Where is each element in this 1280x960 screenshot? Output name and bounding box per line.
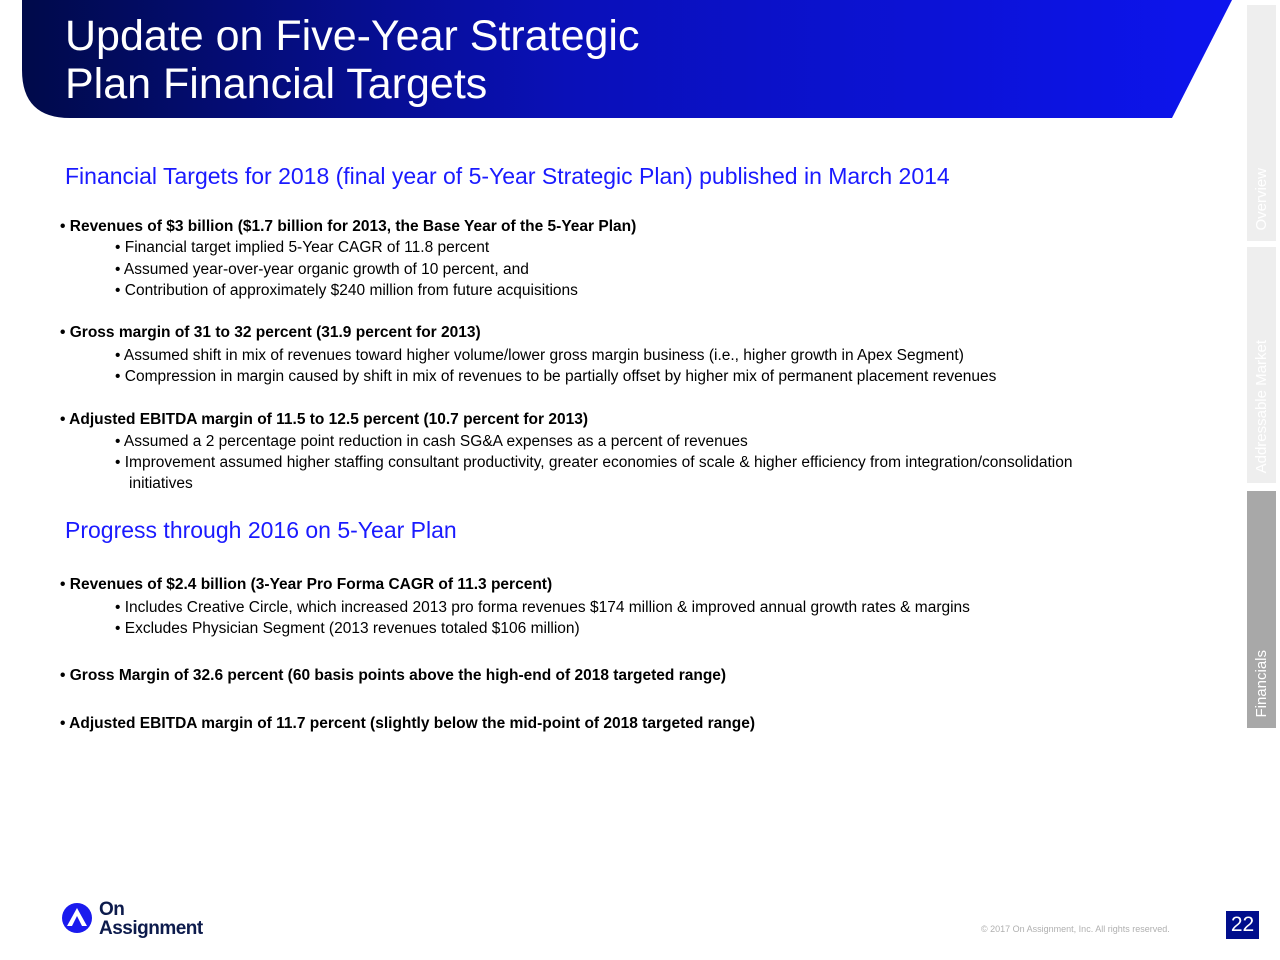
tab-addressable-market-label: Addressable Market <box>1253 339 1270 473</box>
logo-mark-icon <box>61 902 93 934</box>
bullet-text: Revenues of $3 billion ($1.7 billion for 2013, the Base Year of the 5-Year Plan) <box>69 218 637 235</box>
bullet-item <box>60 665 726 686</box>
bullet-marker: • <box>60 715 66 732</box>
page-title-line1: Update on Five-Year Strategic <box>65 12 640 60</box>
bullet-marker: • <box>115 261 121 278</box>
bullet-text: Adjusted EBITDA margin of 11.5 to 12.5 percent (10.7 percent for 2013) <box>69 411 588 428</box>
sub-bullet-text: Excludes Physician Segment (2013 revenues totaled $106 million) <box>124 620 580 637</box>
bullet-marker: • <box>60 576 66 593</box>
tab-financials-label: Financials <box>1253 650 1270 718</box>
sub-bullet-item <box>115 431 748 452</box>
sub-bullet-item <box>115 366 996 387</box>
bullet-item <box>60 409 588 430</box>
tab-financials[interactable] <box>1247 491 1276 728</box>
page-title <box>65 12 639 108</box>
sub-bullet-item <box>115 452 1072 473</box>
sub-bullet-text: Contribution of approximately $240 million from future acquisitions <box>124 282 578 299</box>
bullet-marker: • <box>115 620 121 637</box>
bullet-marker: • <box>115 347 121 364</box>
bullet-marker: • <box>60 218 66 235</box>
bullet-marker: • <box>115 454 121 471</box>
sub-bullet-item <box>115 597 970 618</box>
bullet-marker: • <box>60 411 66 428</box>
bullet-marker: • <box>115 599 121 616</box>
sub-bullet-text: Assumed year-over-year organic growth of 10 percent, and <box>123 261 529 278</box>
bullet-item <box>60 322 481 343</box>
logo-word-assignment: Assignment <box>99 918 203 939</box>
bullet-text: Revenues of $2.4 billion (3-Year Pro Forma CAGR of 11.3 percent) <box>69 576 553 593</box>
sub-bullet-text: Assumed a 2 percentage point reduction in cash SG&A expenses as a percent of revenues <box>123 433 748 450</box>
bullet-marker: • <box>115 282 121 299</box>
bullet-item <box>60 713 755 734</box>
sub-bullet-item <box>115 345 964 366</box>
bullet-marker: • <box>60 324 66 341</box>
sub-bullet-item <box>115 618 580 639</box>
section-heading-targets: Financial Targets for 2018 (final year of 5-Year Strategic Plan) published in March 2014 <box>65 163 950 189</box>
side-tabs <box>1247 5 1276 728</box>
sub-bullet-text: Assumed shift in mix of revenues toward higher volume/lower gross margin business (i.e., higher growth in Apex Segment) <box>123 347 964 364</box>
copyright-notice: © 2017 On Assignment, Inc. All rights reserved. <box>981 924 1170 934</box>
sub-bullet-text: Financial target implied 5-Year CAGR of 11.8 percent <box>124 239 490 256</box>
sub-bullet-continuation: initiatives <box>129 475 193 492</box>
bullet-marker: • <box>115 239 121 256</box>
bullet-text: Gross margin of 31 to 32 percent (31.9 percent for 2013) <box>69 324 481 341</box>
logo-word-on: On <box>99 899 125 920</box>
sub-bullet-item <box>115 237 489 258</box>
bullet-marker: • <box>115 433 121 450</box>
tab-overview-label: Overview <box>1253 168 1270 231</box>
company-logo <box>61 900 206 940</box>
bullet-item <box>60 574 552 595</box>
sub-bullet-text: Includes Creative Circle, which increased 2013 pro forma revenues $174 million & improved annual growth rates & margins <box>124 599 970 616</box>
sub-bullet-text: Compression in margin caused by shift in mix of revenues to be partially offset by higher mix of permanent placement revenues <box>124 368 997 385</box>
tab-overview[interactable] <box>1247 5 1276 241</box>
tab-addressable-market[interactable] <box>1247 247 1276 483</box>
bullet-text: Adjusted EBITDA margin of 11.7 percent (slightly below the mid-point of 2018 targeted range) <box>69 715 756 732</box>
sub-bullet-item <box>115 280 578 301</box>
bullet-item <box>60 216 636 237</box>
bullet-marker: • <box>60 667 66 684</box>
page-number-badge: 22 <box>1226 911 1259 939</box>
section-heading-progress: Progress through 2016 on 5-Year Plan <box>65 517 457 543</box>
bullet-text: Gross Margin of 32.6 percent (60 basis points above the high-end of 2018 targeted range) <box>69 667 727 684</box>
sub-bullet-text: Improvement assumed higher staffing consultant productivity, greater economies of scale & higher efficiency from integration/consolidation <box>124 454 1073 471</box>
sub-bullet-item <box>115 259 529 280</box>
bullet-marker: • <box>115 368 121 385</box>
logo-wordmark <box>99 900 203 938</box>
page-title-line2: Plan Financial Targets <box>65 60 488 108</box>
